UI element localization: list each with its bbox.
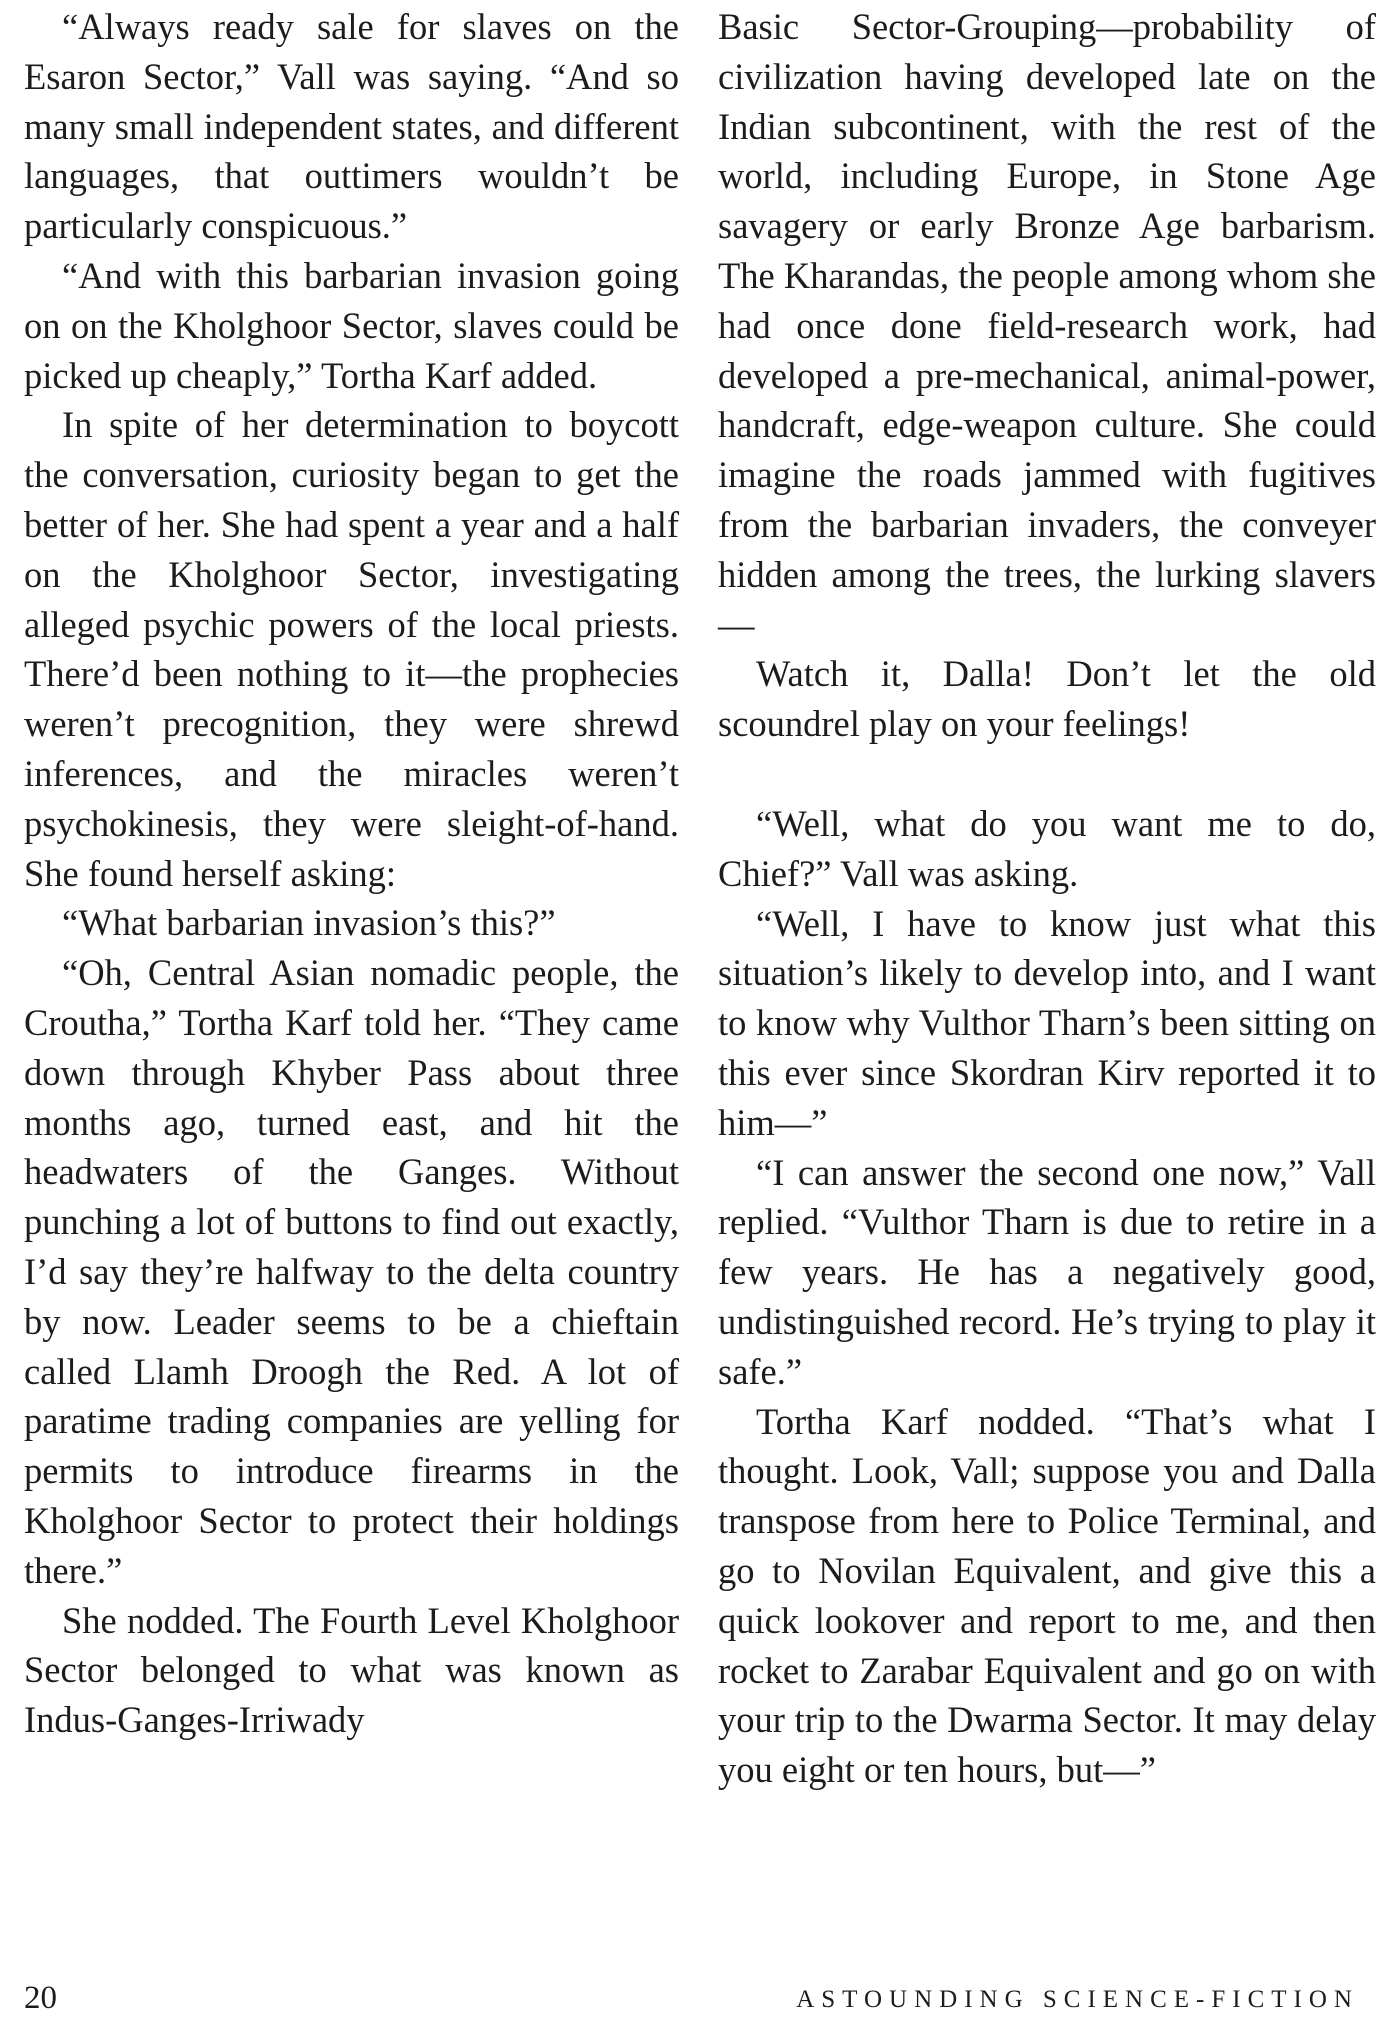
paragraph-thought: Watch it, Dalla! Don’t let the old scoundrel play on your feelings! [718,653,1376,745]
right-column [718,2,1376,1795]
left-column [24,2,679,1745]
page-number: 20 [24,1980,57,2016]
paragraph-continued: Basic Sector-Grouping—probability of civilization having developed late on the Indian subcontinent, with the rest of the world, including Europe, in Stone Age savagery or early Bronze Age barbarism. The Kharandas, the people among whom she had once done field-research work, had developed a pre-mechanical, animal-power, handcraft, edge-weapon culture. She could imagine the roads jammed with fugitives from the barbarian invaders, the conveyer hidden among the trees, the lurking slavers— [718,6,1376,645]
page-footer [0,1978,1399,2018]
paragraph: Tortha Karf nodded. “That’s what I thought. Look, Vall; suppose you and Dalla transpose from here to Police Terminal, and go to Novilan Equivalent, and give this a quick lookover and report to me, and then rocket to Zarabar Equivalent and go on with your trip to the Dwarma Sector. It may delay you eight or ten hours, but—” [718,1400,1376,1791]
paragraph: “Oh, Central Asian nomadic people, the Croutha,” Tortha Karf told her. “They came down through Khyber Pass about three months ago, turned east, and hit the headwaters of the Ganges. Without punching a lot of buttons to find out exactly, I’d say they’re halfway to the delta country by now. Leader seems to be a chieftain called Llamh Droogh the Red. A lot of paratime trading companies are yelling for permits to introduce firearms in the Kholghoor Sector to protect their holdings there.” [24,952,679,1591]
paragraph: “And with this barbarian invasion going on on the Kholghoor Sector, slaves could be picked up cheaply,” Tortha Karf added. [24,254,679,396]
paragraph: “I can answer the second one now,” Vall replied. “Vulthor Tharn is due to retire in a few years. He has a negatively good, undistinguished record. He’s trying to play it safe.” [718,1151,1376,1392]
paragraph: “Well, I have to know just what this situation’s likely to develop into, and I want to know why Vulthor Tharn’s been sitting on this ever since Skordran Kirv reported it to him—” [718,902,1376,1143]
paragraph: “What barbarian invasion’s this?” [62,902,556,944]
paragraph: “Well, what do you want me to do, Chief?” Vall was asking. [718,802,1376,894]
paragraph: “Always ready sale for slaves on the Esaron Sector,” Vall was saying. “And so many small independent states, and different languages, that outtimers wouldn’t be particularly conspicuous.” [24,6,679,247]
paragraph: She nodded. The Fourth Level Kholghoor Sector belonged to what was known as Indus-Ganges-Irriwady [24,1599,679,1741]
running-head: ASTOUNDING SCIENCE-FICTION [796,1986,1359,2013]
paragraph: In spite of her determination to boycott the conversation, curiosity began to get the better of her. She had spent a year and a half on the Kholghoor Sector, investigating alleged psychic powers of the local priests. There’d been nothing to it—the prophecies weren’t precognition, they were shrewd inferences, and the miracles weren’t psychokinesis, they were sleight-of-hand. She found herself asking: [24,404,679,894]
